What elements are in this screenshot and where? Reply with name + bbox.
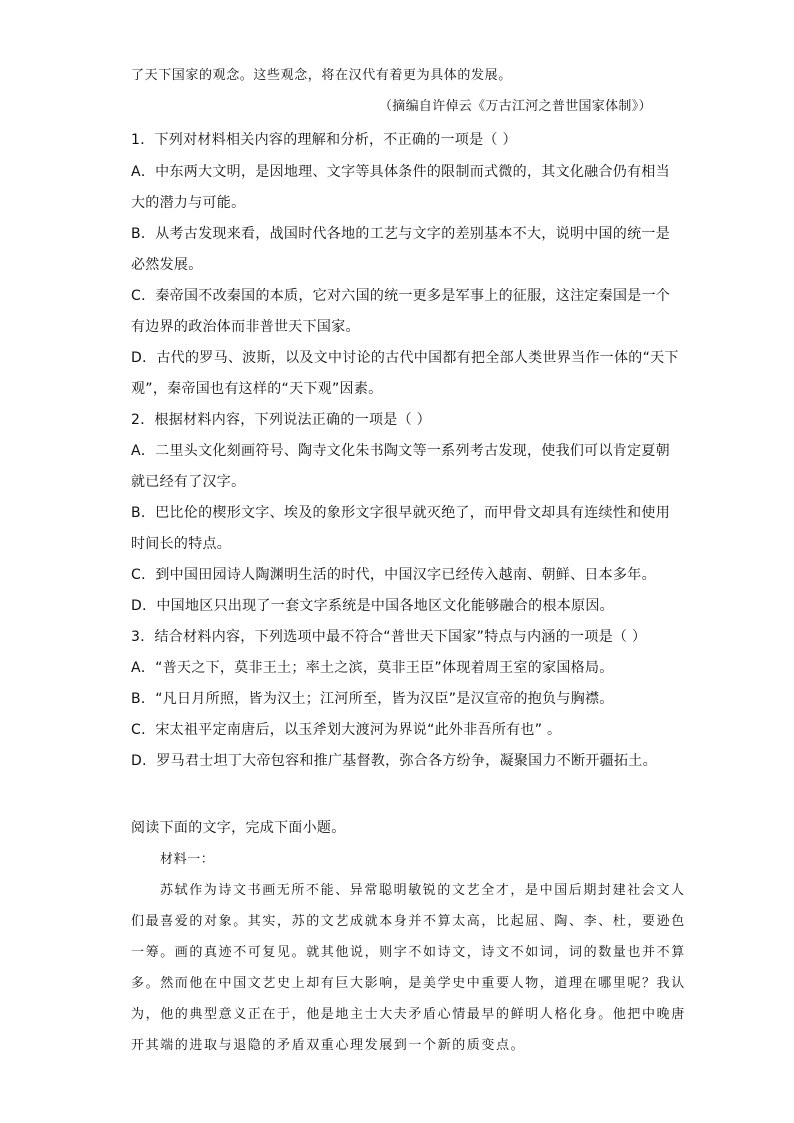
question-1-option-a: A．中东两大文明，是因地理、文字等具体条件的限制而式微的，其文化融合仍有相当 [131, 164, 670, 180]
question-1-option-c: C．秦帝国不改秦国的本质，它对六国的统一更多是军事上的征服，这注定秦国是一个 [131, 288, 671, 304]
passage-top-line: 了天下国家的观念。这些观念，将在汉代有着更为具体的发展。 [131, 68, 512, 83]
question-1-option-d-cont: 观”，秦帝国也有这样的“天下观”因素。 [131, 381, 383, 397]
question-1-option-c-cont: 有边界的政治体而非普世天下国家。 [131, 319, 360, 335]
question-1-option-b-cont: 必然发展。 [131, 257, 203, 273]
question-1-option-a-cont: 大的潜力与可能。 [131, 195, 246, 211]
question-1-stem: 1．下列对材料相关内容的理解和分析，不正确的一项是（ ） [131, 132, 517, 148]
question-2-option-a-cont: 就已经有了汉字。 [131, 474, 246, 490]
material-label: 材料一： [160, 852, 215, 867]
material-paragraph-line: 为，他的典型意义正在于，他是地主士大夫矛盾心情最早的鲜明人格化身。他把中晚唐 [131, 1007, 686, 1022]
question-2-option-b-cont: 时间长的特点。 [131, 536, 232, 552]
material-paragraph-line: 们最喜爱的对象。其实，苏的文艺成就本身并不算太高，比起屈、陶、李、杜，要逊色 [131, 914, 686, 929]
question-2-stem: 2．根据材料内容，下列说法正确的一项是（ ） [131, 412, 431, 428]
question-3-option-a: A．“普天之下，莫非王土；率土之滨，莫非王臣”体现着周王室的家国格局。 [131, 660, 614, 676]
question-2-option-c: C．到中国田园诗人陶渊明生活的时代，中国汉字已经传入越南、朝鲜、日本多年。 [131, 567, 656, 583]
question-3-option-d: D．罗马君士坦丁大帝包容和推广基督教，弥合各方纷争，凝聚国力不断开疆拓土。 [131, 753, 657, 769]
question-3-option-c: C．宋太祖平定南唐后，以玉斧划大渡河为界说“此外非吾所有也” 。 [131, 722, 562, 738]
material-paragraph-line: 多。然而他在中国文艺史上却有巨大影响，是美学史中重要人物，道理在哪里呢？我认 [131, 976, 686, 991]
question-2-option-a: A．二里头文化刻画符号、陶寺文化朱书陶文等一系列考古发现，使我们可以肯定夏朝 [131, 443, 670, 459]
question-2-option-d: D．中国地区只出现了一套文字系统是中国各地区文化能够融合的根本原因。 [131, 598, 614, 614]
question-1-option-b: B．从考古发现来看，战国时代各地的工艺与文字的差别基本不大，说明中国的统一是 [131, 226, 671, 242]
question-2-option-b: B．巴比伦的楔形文字、埃及的象形文字很早就灭绝了，而甲骨文却具有连续性和使用 [131, 505, 671, 521]
question-1-option-d: D．古代的罗马、波斯，以及文中讨论的古代中国都有把全部人类世界当作一体的“天下 [131, 350, 679, 366]
material-paragraph-line: 一筹。画的真迹不可复见。就其他说，则字不如诗文，诗文不如词，词的数量也并不算 [131, 945, 686, 960]
question-3-option-b: B．“凡日月所照，皆为汉土；江河所至，皆为汉臣”是汉宣帝的抱负与胸襟。 [131, 691, 614, 707]
material-paragraph-line: 苏轼作为诗文书画无所不能、异常聪明敏锐的文艺全才，是中国后期封建社会文人 [160, 883, 686, 898]
passage-source: （摘编自许倬云《万古江河之普世国家体制》） [379, 99, 652, 114]
question-3-stem: 3．结合材料内容，下列选项中最不符合“普世天下国家”特点与内涵的一项是（ ） [131, 629, 647, 645]
reading-instruction: 阅读下面的文字，完成下面小题。 [131, 820, 346, 836]
material-paragraph-line: 开其端的进取与退隐的矛盾双重心理发展到一个新的质变点。 [131, 1038, 526, 1053]
